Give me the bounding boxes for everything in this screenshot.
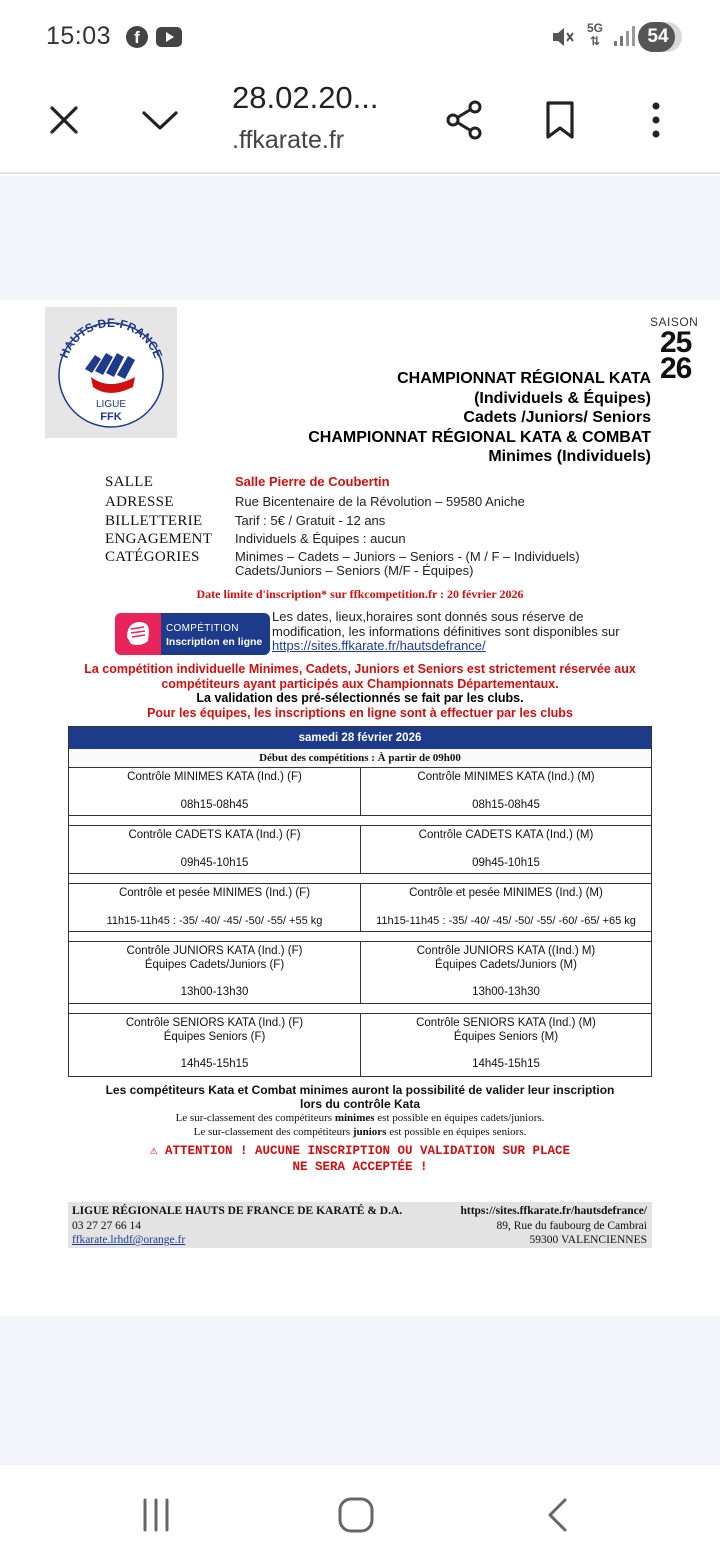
more-options-button[interactable]	[626, 90, 686, 150]
recents-button[interactable]	[126, 1485, 186, 1545]
disclaimer-notice: Les dates, lieux,horaires sont donnés sous réserve de modification, les informations définitives sont disponibles sur https://sites.ffkarate.fr/hautsdefrance/	[272, 609, 620, 653]
additional-notes: Les compétiteurs Kata et Combat minimes auront la possibilité de valider leur inscription lors du contrôle Kata Le sur-classement des compétiteurs minimes est possible en équipes cadets/juniors. Le sur-classement des compétiteurs juniors est possible en équipes seniors.	[105, 1083, 615, 1138]
salle-value: Salle Pierre de Coubertin	[235, 474, 390, 489]
home-button[interactable]	[326, 1485, 386, 1545]
attention-warning: ⚠ ATTENTION ! AUCUNE INSCRIPTION OU VALIDATION SUR PLACE NE SERA ACCEPTÉE !	[149, 1144, 571, 1174]
schedule-start: Début des compétitions : À partir de 09h00	[69, 749, 651, 768]
network-indicator: 5G ⇅	[586, 21, 603, 48]
status-bar	[0, 0, 720, 72]
system-nav-bar	[0, 1464, 720, 1560]
badge-line1: COMPÉTITION	[166, 623, 239, 634]
schedule-cell-m: Contrôle JUNIORS KATA ((Ind.) M) Équipes Cadets/Juniors (M) 13h00-13h30	[360, 942, 651, 1003]
page-title[interactable]: 28.02.20...	[232, 80, 379, 115]
footer-org: LIGUE RÉGIONALE HAUTS DE FRANCE DE KARATÉ & D.A.	[72, 1205, 403, 1217]
svg-text:HAUTS-DE-FRANCE: HAUTS-DE-FRANCE	[56, 316, 166, 361]
schedule-cell-m: Contrôle CADETS KATA (Ind.) (M) 09h45-10h15	[360, 826, 651, 873]
league-logo	[45, 307, 177, 438]
logo-ligue-text: LIGUE	[95, 399, 127, 410]
engagement-label: ENGAGEMENT	[105, 531, 213, 547]
browser-toolbar	[0, 72, 720, 174]
schedule-cell-f: Contrôle SENIORS KATA (Ind.) (F) Équipes Seniors (F) 14h45-15h15	[125, 1017, 304, 1070]
clock: 15:03	[46, 22, 112, 50]
page-background-bottom	[0, 1316, 720, 1464]
schedule-date: samedi 28 février 2026	[69, 727, 651, 749]
share-button[interactable]	[434, 90, 494, 150]
title-line: CHAMPIONNAT RÉGIONAL KATA	[397, 370, 651, 387]
league-footer	[68, 1202, 652, 1248]
more-vertical-icon	[651, 101, 661, 139]
footer-street: 89, Rue du faubourg de Cambrai	[496, 1219, 647, 1232]
registration-deadline: Date limite d'inscription* sur ffkcompetition.fr : 20 février 2026	[196, 587, 524, 601]
title-line: (Individuels & Équipes)	[474, 389, 651, 407]
categories-label: CATÉGORIES	[105, 549, 200, 565]
engagement-value: Individuels & Équipes : aucun	[235, 531, 406, 546]
badge-line2: Inscription en ligne	[166, 636, 263, 648]
bookmark-icon	[544, 100, 576, 140]
row-separator	[69, 874, 651, 884]
minimize-button[interactable]	[130, 90, 190, 150]
page-background-top	[0, 176, 720, 300]
billetterie-value: Tarif : 5€ / Gratuit - 12 ans	[235, 513, 386, 528]
facebook-icon: f	[126, 26, 148, 48]
championship-titles	[308, 369, 651, 467]
row-separator	[69, 932, 651, 942]
hauts-de-france-logo	[45, 307, 177, 438]
bookmark-button[interactable]	[530, 90, 590, 150]
title-line: CHAMPIONNAT RÉGIONAL KATA & COMBAT	[308, 428, 651, 446]
share-icon	[444, 99, 484, 141]
schedule-cell-m: Contrôle et pesée MINIMES (Ind.) (M) 11h15-11h45 : -35/ -40/ -45/ -50/ -55/ -60/ -65/ +65 kg	[360, 884, 651, 931]
close-icon	[47, 103, 81, 137]
chevron-down-icon	[140, 105, 180, 135]
battery-indicator	[638, 22, 682, 52]
categories-value: Minimes – Cadets – Juniors – Seniors - (M / F – Individuels) Cadets/Juniors – Seniors (M/F - Équipes)	[235, 549, 580, 578]
footer-website-link[interactable]: https://sites.ffkarate.fr/hautsdefrance/	[460, 1205, 647, 1217]
footer-phone: 03 27 27 66 14	[72, 1219, 141, 1232]
adresse-label: ADRESSE	[105, 494, 174, 510]
schedule-cell-f: Contrôle CADETS KATA (Ind.) (F) 09h45-10h15	[128, 829, 301, 869]
recents-icon	[139, 1498, 173, 1532]
schedule-cell-f: Contrôle MINIMES KATA (Ind.) (F) 08h15-08h45	[127, 771, 302, 811]
signal-icon	[612, 24, 636, 48]
schedule-table	[68, 726, 652, 1077]
home-icon	[337, 1496, 375, 1534]
schedule-cell-f: Contrôle et pesée MINIMES (Ind.) (F) 11h15-11h45 : -35/ -40/ -45/ -50/ -55/ +55 kg	[106, 887, 323, 927]
title-line: Cadets /Juniors/ Seniors	[463, 409, 651, 426]
youtube-icon	[156, 27, 182, 47]
schedule-row	[69, 884, 651, 932]
back-icon	[545, 1497, 571, 1533]
footer-city: 59300 VALENCIENNES	[529, 1234, 647, 1246]
row-separator	[69, 816, 651, 826]
footer-email-link[interactable]: ffkarate.lrhdf@orange.fr	[72, 1234, 186, 1246]
online-registration-badge[interactable]	[115, 613, 270, 655]
schedule-cell-m: Contrôle SENIORS KATA (Ind.) (M) Équipes Seniors (M) 14h45-15h15	[360, 1014, 651, 1076]
saison-label: SAISON	[650, 315, 699, 329]
salle-label: SALLE	[105, 474, 154, 490]
logo-ffk-text: FFK	[100, 411, 122, 423]
adresse-value: Rue Bicentenaire de la Révolution – 59580 Aniche	[235, 494, 525, 509]
event-info	[105, 473, 580, 578]
url-display[interactable]: .ffkarate.fr	[232, 126, 345, 154]
schedule-row	[69, 768, 651, 816]
league-website-link[interactable]: https://sites.ffkarate.fr/hautsdefrance/	[272, 638, 486, 653]
schedule-cell-m: Contrôle MINIMES KATA (Ind.) (M) 08h15-08h45	[360, 768, 651, 815]
schedule-cell-f: Contrôle JUNIORS KATA (Ind.) (F) Équipes Cadets/Juniors (F) 13h00-13h30	[126, 945, 303, 998]
back-button[interactable]	[528, 1485, 588, 1545]
title-line: Minimes (Individuels)	[488, 448, 651, 465]
battery-level: 54	[647, 26, 669, 47]
schedule-row	[69, 1014, 651, 1076]
eligibility-notice: La compétition individuelle Minimes, Cadets, Juniors et Seniors est strictement réservée aux compétiteurs ayant participés aux Championnats Départementaux. La validation des pré-sélectionnés se fait par les clubs. Pour les équipes, les inscriptions en ligne sont à effectuer par les clubs	[84, 662, 636, 720]
mute-icon	[550, 24, 576, 50]
close-tab-button[interactable]	[34, 90, 94, 150]
glove-icon	[115, 613, 161, 655]
saison-year: 25 26	[660, 326, 692, 385]
schedule-row	[69, 826, 651, 874]
row-separator	[69, 1004, 651, 1014]
billetterie-label: BILLETTERIE	[105, 513, 203, 529]
schedule-row	[69, 942, 651, 1004]
